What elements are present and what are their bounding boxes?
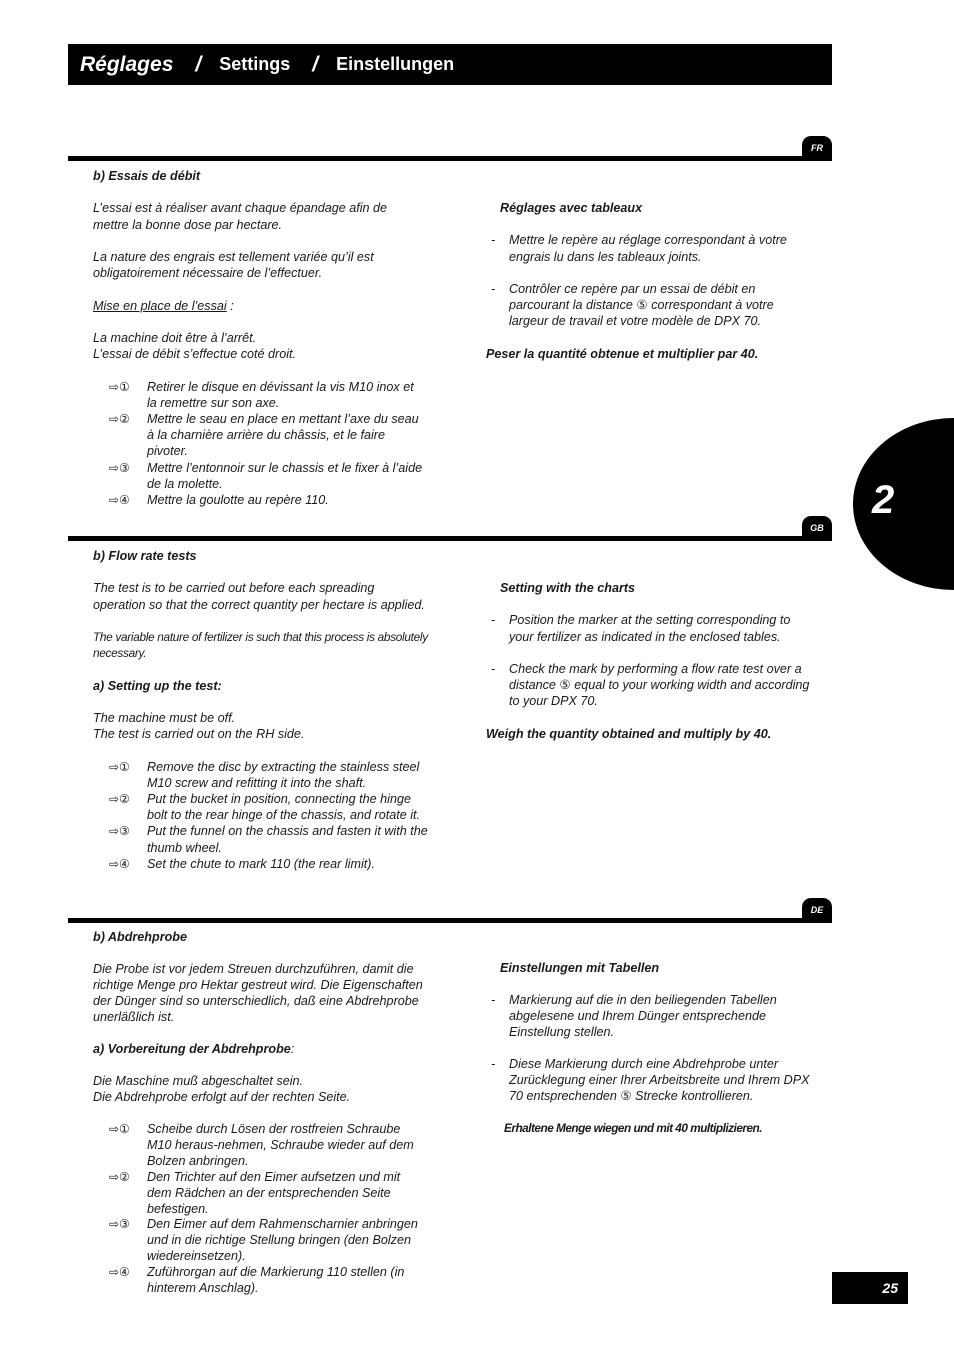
step-marker-icon: ⇨② xyxy=(109,411,130,426)
lang-badge-de: DE xyxy=(802,898,832,921)
chapter-number: 2 xyxy=(872,478,895,522)
header-title-fr: Réglages xyxy=(80,52,174,76)
de-right-column xyxy=(486,961,816,1153)
section-title: b) Abdrehprobe xyxy=(93,930,187,944)
step-item: ⇨④ Mettre la goulotte au repère 110. xyxy=(109,492,329,507)
paragraph: Die Maschine muß abgeschaltet sein. xyxy=(93,1074,303,1088)
step-marker-icon: ⇨① xyxy=(109,379,130,394)
step-marker-icon: ⇨① xyxy=(109,1122,130,1136)
subheading: Mise en place de l’essai : xyxy=(93,298,234,313)
paragraph: L’essai est à réaliser avant chaque épandage afin de mettre la bonne dose par hectare. xyxy=(93,201,388,232)
paragraph: La nature des engrais est tellement variée qu’il est obligatoirement nécessaire de l’effectuer. xyxy=(93,249,374,281)
fr-right-column xyxy=(486,200,806,378)
chapter-tab xyxy=(853,418,954,590)
step-marker-icon: ⇨③ xyxy=(109,824,130,839)
paragraph: The test is to be carried out before each spreading operation so that the correct quantity per hectare is applied. xyxy=(93,581,425,612)
list-item: - Contrôler ce repère par un essai de débit en parcourant la distance ⑤ correspondant à votre largeur de travail et votre modèle de DPX 70. xyxy=(491,281,774,329)
list-item: - Mettre le repère au réglage correspondant à votre engrais lu dans les tableaux joints. xyxy=(491,233,787,264)
step-marker-icon: ⇨④ xyxy=(109,492,130,507)
step-item: ⇨③ Den Eimer auf dem Rahmenscharnier anbringen und in die richtige Stellung bringen (den Bolzen wiedereinsetzen). xyxy=(109,1217,418,1264)
section-divider-fr xyxy=(68,156,832,161)
header-separator: / xyxy=(195,52,202,76)
gb-right-column xyxy=(486,580,811,758)
paragraph: The test is carried out on the RH side. xyxy=(93,727,305,742)
subheading: a) Vorbereitung der Abdrehprobe: xyxy=(93,1041,295,1056)
step-item: ⇨③ Mettre l’entonnoir sur le chassis et le fixer à l’aide de la molette. xyxy=(109,460,423,491)
paragraph: L’essai de débit s’effectue coté droit. xyxy=(93,347,297,362)
step-marker-icon: ⇨③ xyxy=(109,1217,130,1232)
paragraph: The variable nature of fertilizer is such that this process is absolutely necessary. xyxy=(93,629,428,661)
step-marker-icon: ⇨② xyxy=(109,791,130,806)
paragraph: Die Probe ist vor jedem Streuen durchzuführen, damit die richtige Menge pro Hektar gestreut wird. Die Eigenschaften der Dünger sind so unterschiedlich, daß eine Abdrehprobe unerläßlich ist. xyxy=(93,962,423,1024)
lang-badge-fr: FR xyxy=(802,136,832,159)
step-item: ⇨② Mettre le seau en place en mettant l’axe du seau à la charnière arrière du châssis, et le faire pivoter. xyxy=(109,411,419,459)
fr-left-column xyxy=(93,168,423,508)
header-title-en: Settings xyxy=(219,54,291,74)
page-header xyxy=(68,44,832,85)
paragraph: The machine must be off. xyxy=(93,710,236,725)
section-divider-gb xyxy=(68,536,832,541)
step-item: ⇨① Remove the disc by extracting the stainless steel M10 screw and refitting it into the shaft. xyxy=(109,759,420,790)
subheading: a) Setting up the test: xyxy=(93,678,222,693)
header-title-de: Einstellungen xyxy=(336,54,455,74)
subheading: Setting with the charts xyxy=(500,581,636,595)
subheading: Réglages avec tableaux xyxy=(500,201,643,215)
step-item: ⇨③ Put the funnel on the chassis and fasten it with the thumb wheel. xyxy=(109,824,428,855)
section-divider-de xyxy=(68,918,832,923)
conclusion: Weigh the quantity obtained and multiply by 40. xyxy=(486,726,772,741)
page-number: 25 xyxy=(832,1272,908,1304)
section-title: b) Flow rate tests xyxy=(93,549,197,563)
section-title: b) Essais de débit xyxy=(93,169,201,183)
conclusion: Peser la quantité obtenue et multiplier par 40. xyxy=(486,346,759,361)
step-item: ⇨④ Set the chute to mark 110 (the rear limit). xyxy=(109,856,375,871)
paragraph: Die Abdrehprobe erfolgt auf der rechten Seite. xyxy=(93,1089,351,1104)
conclusion: Erhaltene Menge wiegen und mit 40 multiplizieren. xyxy=(504,1120,763,1135)
header-separator: / xyxy=(312,52,319,76)
step-marker-icon: ⇨③ xyxy=(109,460,130,475)
step-marker-icon: ⇨② xyxy=(109,1169,130,1184)
list-item: - Markierung auf die in den beiliegenden Tabellen abgelesene und Ihrem Dünger entsprechende Einstellung stellen. xyxy=(491,993,777,1039)
step-item: ⇨② Den Trichter auf den Eimer aufsetzen und mit dem Rädchen an der entsprechenden Seite befestigen. xyxy=(109,1169,401,1216)
de-left-column xyxy=(93,930,428,1297)
step-item: ⇨① Scheibe durch Lösen der rostfreien Schraube M10 heraus-nehmen, Schraube wieder auf dem Bolzen anbringen. xyxy=(109,1122,414,1168)
step-marker-icon: ⇨① xyxy=(109,759,130,774)
step-marker-icon: ⇨④ xyxy=(109,856,130,871)
step-item: ⇨② Put the bucket in position, connecting the hinge bolt to the rear hinge of the chassis, and rotate it. xyxy=(109,791,421,823)
step-item: ⇨① Retirer le disque en dévissant la vis M10 inox et la remettre sur son axe. xyxy=(109,379,414,410)
list-item: - Position the marker at the setting corresponding to your fertilizer as indicated in the enclosed tables. xyxy=(491,613,791,644)
subheading: Einstellungen mit Tabellen xyxy=(500,961,660,975)
paragraph: La machine doit être à l’arrêt. xyxy=(93,330,257,345)
step-item: ⇨④ Zuführorgan auf die Markierung 110 stellen (in hinterem Anschlag). xyxy=(109,1265,405,1296)
list-item: - Check the mark by performing a flow rate test over a distance ⑤ equal to your working width and according to your DPX 70. xyxy=(491,661,810,709)
lang-badge-gb: GB xyxy=(802,516,832,539)
list-item: - Diese Markierung durch eine Abdrehprobe unter Zurücklegung einer Ihrer Arbeitsbreite und Ihrem DPX 70 entsprechenden ⑤ Strecke kontrollieren. xyxy=(491,1057,810,1103)
step-marker-icon: ⇨④ xyxy=(109,1265,130,1280)
gb-left-column xyxy=(93,548,428,872)
